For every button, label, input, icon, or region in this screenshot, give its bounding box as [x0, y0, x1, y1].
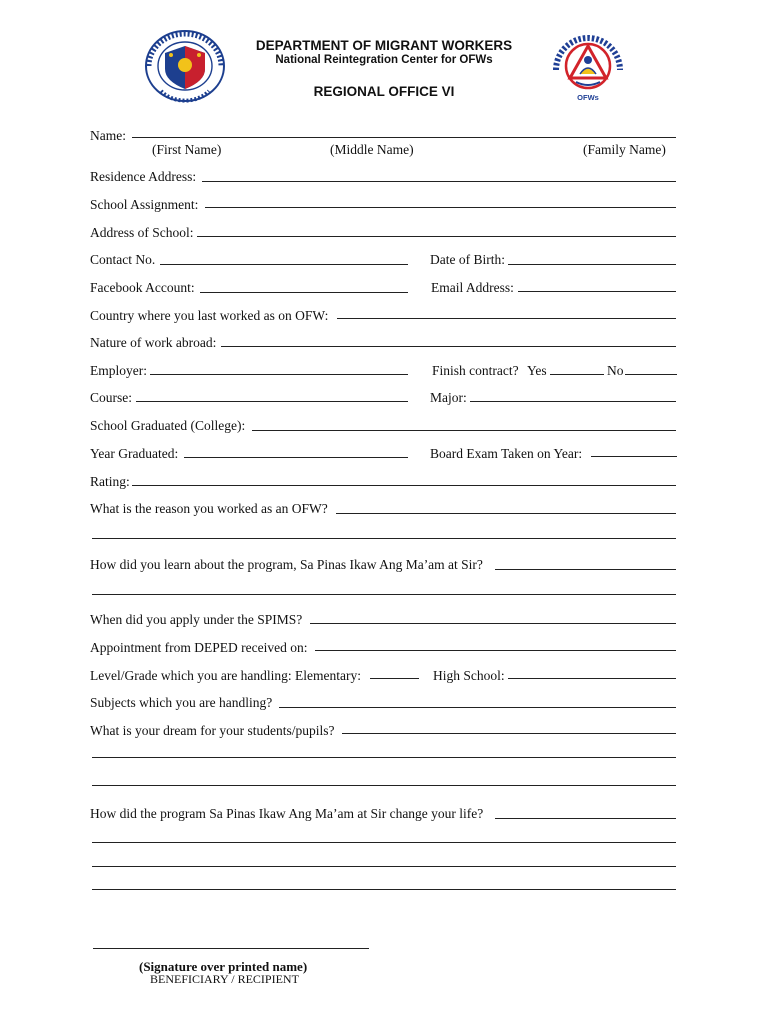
- first-name-caption: (First Name): [152, 142, 222, 157]
- year-graduated-label: Year Graduated:: [90, 446, 179, 461]
- life-change-line-2[interactable]: [92, 842, 676, 843]
- program-learn-label: How did you learn about the program, Sa Pinas Ikaw Ang Ma’am at Sir?: [90, 557, 483, 572]
- deped-appointment-label: Appointment from DEPED received on:: [90, 640, 308, 655]
- finish-no-label: No: [607, 363, 624, 378]
- employer-label: Employer:: [90, 363, 147, 378]
- dream-line-3[interactable]: [92, 785, 676, 786]
- course-line[interactable]: [136, 401, 408, 402]
- family-name-caption: (Family Name): [583, 142, 666, 157]
- regional-office-title: REGIONAL OFFICE VI: [313, 84, 455, 99]
- course-label: Course:: [90, 390, 132, 405]
- college-label: School Graduated (College):: [90, 418, 246, 433]
- facebook-account-line[interactable]: [200, 292, 408, 293]
- residence-address-label: Residence Address:: [90, 169, 197, 184]
- elementary-level-label: Level/Grade which you are handling: Elementary:: [90, 668, 362, 683]
- svg-text:OFWs: OFWs: [577, 93, 599, 102]
- dream-line-1[interactable]: [342, 733, 676, 734]
- life-change-label: How did the program Sa Pinas Ikaw Ang Ma’am at Sir change your life?: [90, 806, 484, 821]
- board-exam-label: Board Exam Taken on Year:: [430, 446, 583, 461]
- finish-contract-label: Finish contract?: [432, 363, 519, 378]
- email-address-line[interactable]: [518, 291, 676, 292]
- contact-number-label: Contact No.: [90, 252, 156, 267]
- high-school-line[interactable]: [508, 678, 676, 679]
- finish-yes-label: Yes: [527, 363, 547, 378]
- elementary-level-line[interactable]: [370, 678, 419, 679]
- program-learn-line-1[interactable]: [495, 569, 676, 570]
- spims-apply-label: When did you apply under the SPIMS?: [90, 612, 303, 627]
- nature-of-work-label: Nature of work abroad:: [90, 335, 217, 350]
- center-subtitle: National Reintegration Center for OFWs: [275, 54, 493, 66]
- nrco-logo: [548, 26, 628, 104]
- department-title: DEPARTMENT OF MIGRANT WORKERS: [255, 38, 513, 53]
- country-label: Country where you last worked as on OFW:: [90, 308, 329, 323]
- school-assignment-label: School Assignment:: [90, 197, 199, 212]
- college-line[interactable]: [252, 430, 676, 431]
- high-school-label: High School:: [433, 668, 505, 683]
- school-assignment-line[interactable]: [205, 207, 676, 208]
- school-address-label: Address of School:: [90, 225, 194, 240]
- deped-appointment-line[interactable]: [315, 650, 676, 651]
- middle-name-caption: (Middle Name): [330, 142, 414, 157]
- signature-line[interactable]: [93, 948, 369, 949]
- country-line[interactable]: [337, 318, 676, 319]
- nature-of-work-line[interactable]: [221, 346, 676, 347]
- date-of-birth-line[interactable]: [508, 264, 676, 265]
- spims-apply-line[interactable]: [310, 623, 676, 624]
- employer-line[interactable]: [150, 374, 408, 375]
- beneficiary-role: BENEFICIARY / RECIPIENT: [150, 972, 299, 986]
- life-change-line-1[interactable]: [495, 818, 676, 819]
- dream-label: What is your dream for your students/pupils?: [90, 723, 335, 738]
- subjects-line[interactable]: [279, 707, 676, 708]
- year-graduated-line[interactable]: [184, 457, 408, 458]
- school-address-line[interactable]: [197, 236, 676, 237]
- contact-number-line[interactable]: [160, 264, 408, 265]
- ofw-reason-label: What is the reason you worked as an OFW?: [90, 501, 328, 516]
- board-exam-line[interactable]: [591, 456, 677, 457]
- name-label: Name:: [90, 128, 126, 143]
- email-address-label: Email Address:: [431, 280, 514, 295]
- program-learn-line-2[interactable]: [92, 594, 676, 595]
- dream-line-2[interactable]: [92, 757, 676, 758]
- name-input-line[interactable]: [132, 137, 676, 138]
- finish-no-line[interactable]: [625, 374, 677, 375]
- residence-address-line[interactable]: [202, 181, 676, 182]
- finish-yes-line[interactable]: [550, 374, 604, 375]
- life-change-line-3[interactable]: [92, 866, 676, 867]
- ofw-reason-line-2[interactable]: [92, 538, 676, 539]
- signature-caption: (Signature over printed name): [139, 959, 308, 974]
- major-label: Major:: [430, 390, 467, 405]
- rating-label: Rating:: [90, 474, 130, 489]
- life-change-line-4[interactable]: [92, 889, 676, 890]
- major-line[interactable]: [470, 401, 676, 402]
- facebook-account-label: Facebook Account:: [90, 280, 195, 295]
- date-of-birth-label: Date of Birth:: [430, 252, 505, 267]
- ofw-reason-line-1[interactable]: [336, 513, 676, 514]
- rating-line[interactable]: [132, 485, 676, 486]
- subjects-label: Subjects which you are handling?: [90, 695, 273, 710]
